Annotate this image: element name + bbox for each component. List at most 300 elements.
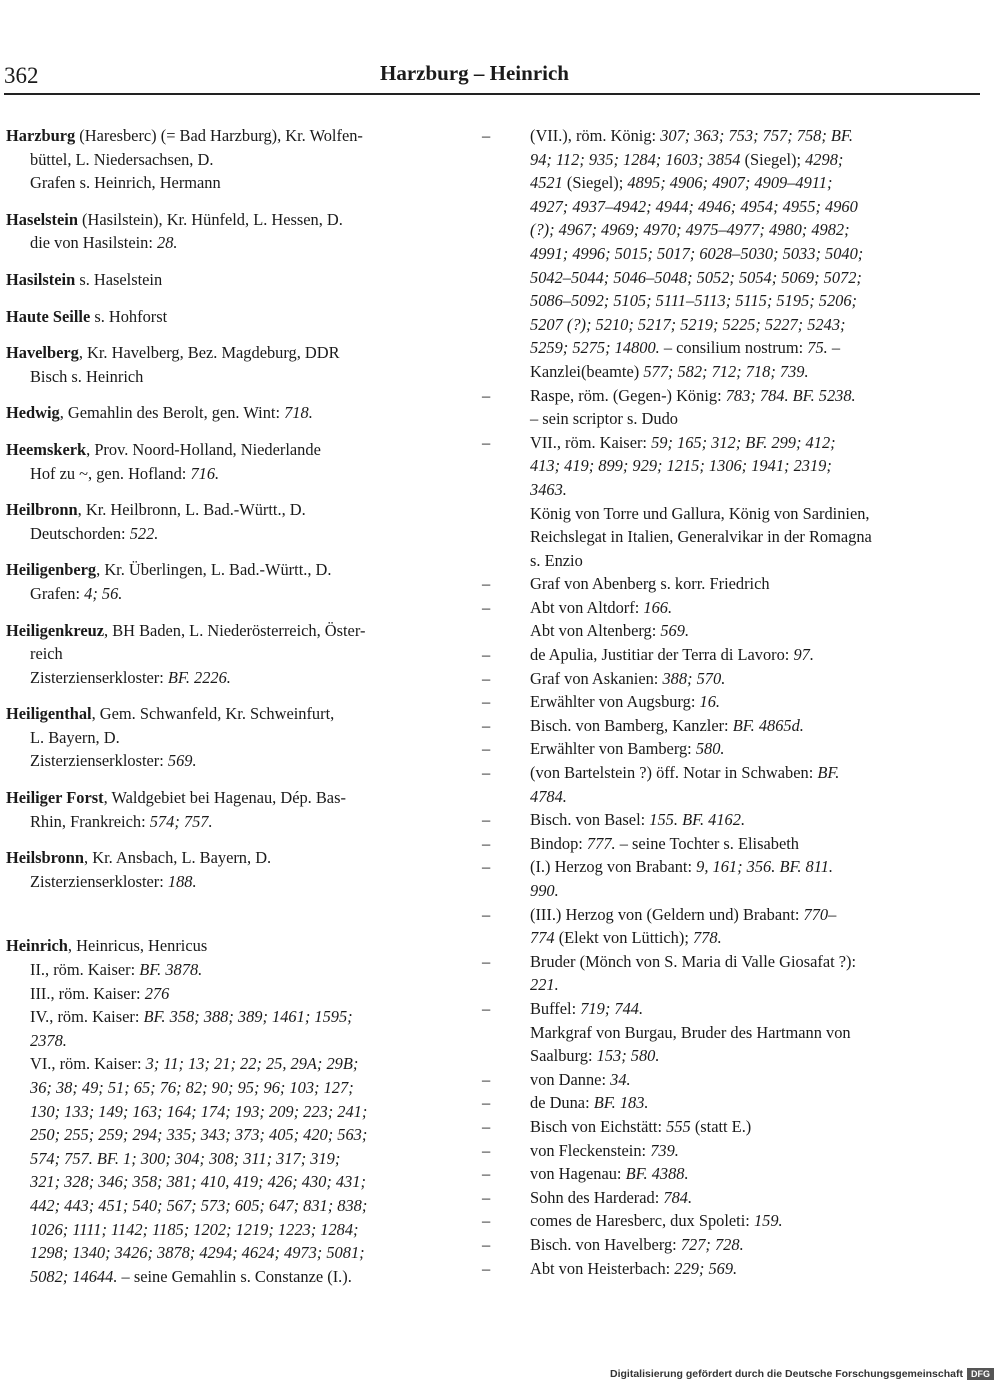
reference-numbers: 4927; 4937–4942; 4944; 4946; 4954; 4955; 4960 (530, 196, 858, 216)
dash-marker (6, 749, 30, 773)
dash-marker: – (482, 951, 491, 971)
entry-text: Buffel: (530, 998, 581, 1018)
dash-marker: – (482, 385, 491, 405)
entry-text: – seine Gemahlin s. Constanze (I.). (117, 1266, 352, 1286)
entry-text: , BH Baden, L. Niederösterreich, Öster- (104, 620, 366, 640)
subentry-line (482, 1068, 942, 1092)
entry-text: Abt von Altenberg: (530, 621, 661, 641)
headword-line (6, 934, 446, 958)
subentry-line (482, 950, 942, 974)
reference-numbers: 739. (650, 1140, 679, 1160)
reference-numbers: 4895; 4906; 4907; 4909–4911; (627, 173, 833, 193)
subentry-line (6, 958, 446, 982)
reference-numbers: 5259; 5275; 14800. (530, 338, 660, 358)
reference-numbers: 97. (793, 645, 814, 665)
entry-text: s. Haselstein (75, 269, 163, 289)
continuation-line (506, 785, 942, 809)
continuation-line (506, 195, 942, 219)
reference-numbers: 155. BF. 4162. (649, 810, 746, 830)
dash-marker: – (482, 126, 491, 145)
subentry-line (6, 171, 446, 195)
reference-numbers: 727; 728. (680, 1234, 744, 1254)
reference-numbers: 153; 580. (596, 1046, 660, 1066)
entry-text: , Gemahlin des Berolt, gen. Wint: (59, 403, 285, 423)
headword-line (6, 438, 446, 462)
entry-text: Erwählter von Augsburg: (530, 692, 700, 712)
continuation-line (506, 148, 942, 172)
continuation-line (6, 1218, 446, 1242)
subentry-line (482, 643, 942, 667)
reference-numbers: 574; 757. (149, 811, 213, 831)
dash-marker (6, 958, 30, 982)
reference-numbers: 4; 56. (84, 583, 123, 603)
reference-numbers: 569. (660, 621, 690, 641)
entry-text: (VII.), röm. König: (530, 126, 661, 145)
footer-text: Digitalisierung gefördert durch die Deutsche Forschungsgemeinschaft (610, 1368, 963, 1380)
entry-text: L. Bayern, D. (30, 727, 120, 747)
continuation-line (506, 454, 942, 478)
subentry-line (482, 761, 942, 785)
subentry-line (6, 870, 446, 894)
index-entry (482, 124, 942, 1280)
index-entry (6, 124, 446, 195)
headword-line (6, 619, 446, 643)
headword: Haselstein (6, 209, 78, 229)
continuation-line (506, 289, 942, 313)
entry-text: (Elekt von Lüttich); (554, 928, 693, 948)
dash-marker: – (482, 1211, 491, 1231)
index-entry (6, 401, 446, 425)
headword-line (6, 268, 446, 292)
entry-text: (Haresberc) (= Bad Harzburg), Kr. Wolfen- (75, 126, 363, 145)
reference-numbers: 75. (807, 338, 828, 358)
entry-text: Bisch. von Havelberg: (530, 1234, 681, 1254)
index-entry (6, 786, 446, 833)
entry-text: reich (30, 644, 63, 664)
reference-numbers: 388; 570. (662, 668, 726, 688)
dash-marker: – (482, 668, 491, 688)
subentry-line (6, 231, 446, 255)
index-entry (6, 268, 446, 292)
reference-numbers: 990. (530, 881, 559, 900)
continuation-line (6, 1265, 446, 1289)
headword: Heiligenthal (6, 704, 92, 724)
subentry-line (6, 365, 446, 389)
headword: Heiliger Forst (6, 788, 104, 808)
reference-numbers: 166. (643, 597, 673, 617)
reference-numbers: 774 (530, 928, 555, 948)
reference-numbers: (?); 4967; 4969; 4970; 4975–4977; 4980; 4982; (530, 220, 850, 240)
subentry-line (482, 1257, 942, 1281)
entry-text: Rhin, Frankreich: (30, 811, 150, 831)
continuation-line (6, 1076, 446, 1100)
headword-line (6, 401, 446, 425)
entry-text: s. Hohforst (90, 306, 168, 326)
entry-text: (Siegel); (740, 149, 806, 169)
dash-marker (6, 1052, 30, 1076)
continuation-line (506, 619, 942, 643)
continuation-line (506, 313, 942, 337)
dash-marker (6, 870, 30, 894)
subentry-line (6, 462, 446, 486)
entry-text: (I.) Herzog von Brabant: (530, 857, 697, 877)
reference-numbers: 783; 784. BF. 5238. (725, 385, 856, 405)
entry-text: de Apulia, Justitiar der Terra di Lavoro: (530, 645, 794, 665)
continuation-line (6, 582, 446, 606)
continuation-line (6, 726, 446, 750)
headword-line (6, 702, 446, 726)
continuation-line (506, 171, 942, 195)
reference-numbers: 3; 11; 13; 21; 22; 25, 29A; 29B; (145, 1054, 359, 1074)
subentry-line (482, 855, 942, 879)
subentry-line (482, 572, 942, 596)
entry-text: Graf von Askanien: (530, 668, 663, 688)
continuation-line (506, 1021, 942, 1045)
entry-text: – seine Tochter s. Elisabeth (615, 833, 799, 853)
reference-numbers: 580. (695, 739, 725, 759)
entry-text: von Danne: (530, 1069, 611, 1089)
reference-numbers: 413; 419; 899; 929; 1215; 1306; 1941; 2319; (530, 456, 832, 476)
continuation-line (506, 218, 942, 242)
headword: Hasilstein (6, 269, 76, 289)
reference-numbers: 5082; 14644. (30, 1266, 118, 1286)
entry-text: , Kr. Überlingen, L. Bad.-Württ., D. (96, 560, 332, 580)
reference-numbers: 716. (190, 463, 220, 483)
entry-text: , Gem. Schwanfeld, Kr. Schweinfurt, (91, 704, 335, 724)
entry-text: III., röm. Kaiser: (30, 983, 145, 1003)
continuation-line (506, 360, 942, 384)
continuation-line (6, 810, 446, 834)
reference-numbers: 130; 133; 149; 163; 164; 174; 193; 209; 223; 241; (30, 1101, 368, 1121)
continuation-line (6, 1123, 446, 1147)
reference-numbers: 36; 38; 49; 51; 65; 76; 82; 90; 95; 96; 103; 127; (30, 1078, 354, 1097)
dash-marker: – (482, 998, 491, 1018)
continuation-line (506, 1044, 942, 1068)
headword: Hedwig (6, 403, 60, 423)
continuation-line (6, 1194, 446, 1218)
reference-numbers: 250; 255; 259; 294; 335; 343; 373; 405; 420; 563; (30, 1125, 368, 1145)
headword: Harzburg (6, 126, 76, 145)
reference-numbers: 5207 (?); 5210; 5217; 5219; 5225; 5227; 5243; (530, 314, 846, 334)
entry-text: , Kr. Havelberg, Bez. Magdeburg, DDR (78, 343, 340, 363)
dash-marker (6, 365, 30, 389)
dash-marker: – (482, 763, 491, 783)
entry-text: die von Hasilstein: (30, 233, 158, 253)
entry-text: Graf von Abenberg s. korr. Friedrich (530, 574, 770, 594)
index-entry (6, 558, 446, 605)
continuation-line (506, 973, 942, 997)
index-entry (6, 702, 446, 773)
continuation-line (6, 1100, 446, 1124)
headword-line (6, 786, 446, 810)
entry-text: – (827, 338, 841, 358)
index-entry (6, 438, 446, 485)
subentry-line (6, 1005, 446, 1029)
entry-text: VI., röm. Kaiser: (30, 1054, 146, 1074)
continuation-line (506, 525, 942, 549)
entry-text: Bindop: (530, 833, 587, 853)
entry-text: Zisterzienserkloster: (30, 871, 168, 891)
reference-numbers: 574; 757. BF. 1; 300; 304; 308; 311; 317; 319; (30, 1148, 341, 1168)
reference-numbers: 555 (666, 1116, 691, 1136)
continuation-line (6, 1029, 446, 1053)
header-rule (4, 93, 980, 95)
entry-text: Raspe, röm. (Gegen-) König: (530, 385, 726, 405)
dfg-logo: DFG (967, 1368, 994, 1380)
entry-text: , Heinricus, Henricus (67, 936, 208, 956)
dash-marker: – (482, 432, 491, 452)
entry-text: IV., röm. Kaiser: (30, 1007, 144, 1027)
reference-numbers: 1298; 1340; 3426; 3878; 4294; 4624; 4973; 5081; (30, 1243, 365, 1263)
entry-text: Bisch. von Bamberg, Kanzler: (530, 715, 733, 735)
entry-text: Hof zu ~, gen. Hofland: (30, 463, 191, 483)
entry-text: Kanzlei(beamte) (530, 361, 644, 381)
reference-numbers: BF. 3878. (139, 960, 203, 980)
dash-marker (6, 462, 30, 486)
dash-marker: – (482, 1093, 491, 1113)
reference-numbers: 5042–5044; 5046–5048; 5052; 5054; 5069; 5072; (530, 267, 862, 287)
subentry-line (482, 596, 942, 620)
subentry-line (6, 749, 446, 773)
headword-line (6, 208, 446, 232)
reference-numbers: 1026; 1111; 1142; 1185; 1202; 1219; 1223; 1284; (30, 1219, 359, 1239)
footer-credit (610, 1368, 994, 1380)
continuation-line (506, 407, 942, 431)
entry-text: Grafen s. Heinrich, Hermann (30, 173, 221, 193)
entry-text: , Waldgebiet bei Hagenau, Dép. Bas- (103, 788, 346, 808)
dash-marker (6, 171, 30, 195)
entry-gap (6, 906, 446, 934)
entry-text: König von Torre und Gallura, König von Sardinien, (530, 503, 870, 523)
right-column (482, 124, 942, 1293)
entry-text: Saalburg: (530, 1046, 597, 1066)
entry-text: Erwählter von Bamberg: (530, 739, 696, 759)
dash-marker: – (482, 739, 491, 759)
dash-marker (6, 666, 30, 690)
entry-text: von Fleckenstein: (530, 1140, 651, 1160)
subentry-line (482, 384, 942, 408)
subentry-line (482, 808, 942, 832)
index-entry (6, 341, 446, 388)
entry-text: büttel, L. Niedersachsen, D. (30, 149, 214, 169)
reference-numbers: 321; 328; 346; 358; 381; 410, 419; 426; 430; 431; (30, 1172, 366, 1192)
reference-numbers: BF. (817, 763, 840, 783)
index-entry (6, 498, 446, 545)
continuation-line (506, 549, 942, 573)
dash-marker (6, 522, 30, 546)
reference-numbers: BF. 4865d. (732, 715, 804, 735)
continuation-line (506, 879, 942, 903)
entry-text: Markgraf von Burgau, Bruder des Hartmann von (530, 1022, 851, 1042)
index-entry (6, 305, 446, 329)
subentry-line (482, 903, 942, 927)
reference-numbers: 159. (753, 1211, 783, 1231)
headword: Havelberg (6, 343, 79, 363)
entry-text: , Kr. Heilbronn, L. Bad.-Württ., D. (77, 500, 306, 520)
reference-numbers: 221. (530, 975, 559, 995)
headword-line (6, 341, 446, 365)
index-entry (6, 619, 446, 690)
headword: Heemskerk (6, 439, 87, 459)
continuation-line (6, 148, 446, 172)
dash-marker: – (482, 645, 491, 665)
index-entry (6, 934, 446, 1288)
continuation-line (6, 642, 446, 666)
entry-text: comes de Haresberc, dux Spoleti: (530, 1211, 754, 1231)
entry-text: (III.) Herzog von (Geldern und) Brabant: (530, 904, 804, 924)
subentry-line (482, 997, 942, 1021)
entry-text: Abt von Altdorf: (530, 597, 644, 617)
continuation-line (506, 242, 942, 266)
reference-numbers: 569. (167, 751, 197, 771)
reference-numbers: 276 (144, 983, 170, 1003)
reference-numbers: 719; 744. (580, 998, 644, 1018)
subentry-line (482, 714, 942, 738)
reference-numbers: 229; 569. (674, 1258, 738, 1278)
dash-marker: – (482, 833, 491, 853)
subentry-line (482, 737, 942, 761)
reference-numbers: 2378. (30, 1030, 67, 1050)
continuation-line (6, 1170, 446, 1194)
dash-marker (6, 982, 30, 1006)
reference-numbers: 718. (284, 403, 313, 423)
entry-text: (Siegel); (562, 173, 628, 193)
entry-text: II., röm. Kaiser: (30, 960, 140, 980)
entry-text: s. Enzio (530, 550, 583, 570)
dash-marker: – (482, 692, 491, 712)
reference-numbers: 4521 (530, 173, 563, 193)
subentry-line (6, 522, 446, 546)
page-number: 362 (4, 63, 39, 88)
entry-text: VII., röm. Kaiser: (530, 432, 652, 452)
entry-text: Zisterzienserkloster: (30, 667, 168, 687)
entry-text: (von Bartelstein ?) öff. Notar in Schwaben: (530, 763, 818, 783)
reference-numbers: BF. 358; 388; 389; 1461; 1595; (143, 1007, 353, 1027)
headword-line (6, 124, 446, 148)
entry-text: (Hasilstein), Kr. Hünfeld, L. Hessen, D. (77, 209, 343, 229)
dash-marker: – (482, 1258, 491, 1278)
entry-text: Sohn des Harderad: (530, 1187, 664, 1207)
entry-text: Abt von Heisterbach: (530, 1258, 675, 1278)
index-entry (6, 846, 446, 893)
dash-marker: – (482, 1187, 491, 1207)
subentry-line (6, 982, 446, 1006)
entry-text: Reichslegat in Italien, Generalvikar in der Romagna (530, 527, 872, 547)
entry-text: – sein scriptor s. Dudo (530, 409, 678, 429)
continuation-line (506, 502, 942, 526)
subentry-line (482, 431, 942, 455)
headword: Haute Seille (6, 306, 91, 326)
dash-marker: – (482, 1116, 491, 1136)
continuation-line (506, 478, 942, 502)
running-head: Harzburg – Heinrich (380, 61, 569, 85)
reference-numbers: 9, 161; 356. BF. 811. (696, 857, 834, 877)
headword: Heilsbronn (6, 848, 85, 868)
headword: Heinrich (6, 936, 68, 956)
reference-numbers: 16. (699, 692, 720, 712)
subentry-line (482, 1233, 942, 1257)
subentry-line (482, 1209, 942, 1233)
entry-text: Grafen: (30, 583, 85, 603)
continuation-line (506, 266, 942, 290)
subentry-line (482, 690, 942, 714)
reference-numbers: 307; 363; 753; 757; 758; BF. (660, 126, 853, 145)
headword-line (6, 846, 446, 870)
entry-text: Deutschorden: (30, 523, 130, 543)
continuation-line (6, 1147, 446, 1171)
entry-text: Bisch s. Heinrich (30, 366, 144, 386)
reference-numbers: 442; 443; 451; 540; 567; 573; 605; 647; 831; 838; (30, 1195, 368, 1215)
subentry-line (482, 124, 942, 148)
entry-text: – consilium nostrum: (659, 338, 808, 358)
continuation-line (506, 926, 942, 950)
subentry-line (482, 1091, 942, 1115)
reference-numbers: 94; 112; 935; 1284; 1603; 3854 (530, 149, 741, 169)
reference-numbers: 777. (586, 833, 616, 853)
subentry-line (482, 1186, 942, 1210)
reference-numbers: 28. (157, 233, 178, 253)
continuation-line (6, 1241, 446, 1265)
dash-marker: – (482, 810, 491, 830)
subentry-line (482, 1115, 942, 1139)
reference-numbers: 34. (610, 1069, 631, 1089)
headword: Heiligenkreuz (6, 620, 105, 640)
reference-numbers: 522. (129, 523, 159, 543)
entry-text: Bisch. von Basel: (530, 810, 650, 830)
dash-marker: – (482, 1069, 491, 1089)
reference-numbers: 4298; (805, 149, 844, 169)
entry-text: Zisterzienserkloster: (30, 751, 168, 771)
headword: Heiligenberg (6, 560, 97, 580)
reference-numbers: BF. 183. (593, 1093, 649, 1113)
reference-numbers: 784. (663, 1187, 693, 1207)
reference-numbers: 5086–5092; 5105; 5111–5113; 5115; 5195; 5206; (530, 291, 858, 311)
dash-marker: – (482, 715, 491, 735)
reference-numbers: 770– (803, 904, 837, 924)
subentry-line (482, 667, 942, 691)
subentry-line (482, 832, 942, 856)
dash-marker: – (482, 1234, 491, 1254)
dash-marker: – (482, 904, 491, 924)
reference-numbers: 4991; 4996; 5015; 5017; 6028–5030; 5033; 5040; (530, 243, 864, 263)
dash-marker: – (482, 857, 491, 877)
dash-marker: – (482, 1140, 491, 1160)
dash-marker (6, 231, 30, 255)
continuation-line (506, 336, 942, 360)
dash-marker: – (482, 597, 491, 617)
reference-numbers: 778. (692, 928, 722, 948)
dash-marker: – (482, 574, 491, 594)
subentry-line (6, 666, 446, 690)
subentry-line (482, 1162, 942, 1186)
entry-text: Bruder (Mönch von S. Maria di Valle Giosafat ?): (530, 951, 857, 971)
reference-numbers: 4784. (530, 786, 567, 806)
left-column (6, 124, 446, 1301)
headword: Heilbronn (6, 500, 78, 520)
index-entry (6, 208, 446, 255)
headword-line (6, 558, 446, 582)
entry-text: , Kr. Ansbach, L. Bayern, D. (84, 848, 272, 868)
headword-line (6, 305, 446, 329)
entry-text: de Duna: (530, 1093, 594, 1113)
subentry-line (482, 1139, 942, 1163)
dash-marker: – (482, 1164, 491, 1184)
reference-numbers: 59; 165; 312; BF. 299; 412; (651, 432, 836, 452)
reference-numbers: 3463. (530, 479, 567, 499)
reference-numbers: 188. (167, 871, 197, 891)
reference-numbers: BF. 2226. (167, 667, 231, 687)
subentry-line (6, 1052, 446, 1076)
